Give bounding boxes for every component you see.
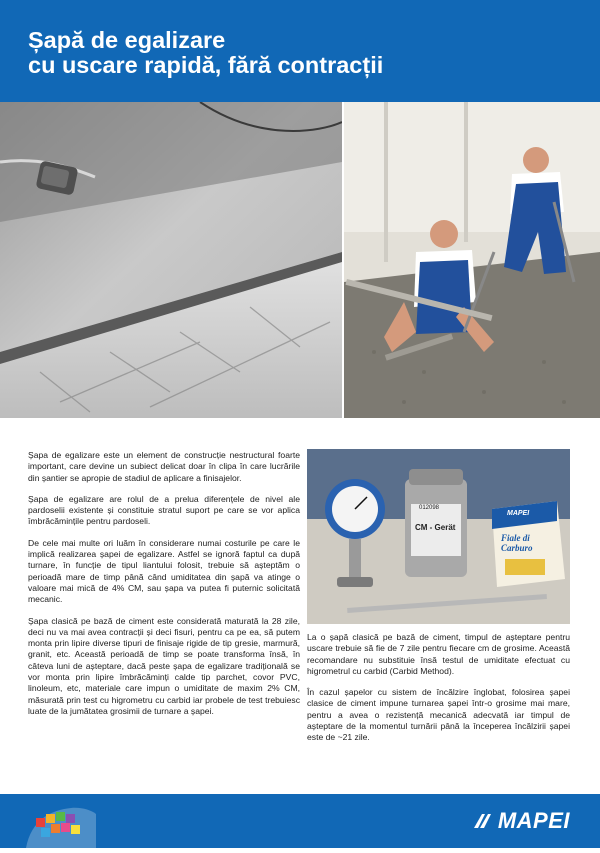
page-title: [28, 28, 383, 78]
paragraph: Șapa de egalizare are rolul de a prelua diferențele de nivel ale pardoselii existente și constituie stratul suport pe care se vor aplica îmbrăcămințile pentru pardoseli.: [28, 493, 300, 527]
paragraph: De cele mai multe ori luăm în considerare numai costurile pe care le implică realizarea șapei de egalizare. Astfel se ignoră faptul ca după turnare, în funcție de tipul liantului folosit, trebuie să așteptăm o perioadă mare de timp până când umiditatea din șapă va atinge o valoare mai mică de 4% CM, sau șapa va putea fi puternic solicitată mecanic.: [28, 537, 300, 605]
title-line-2: cu uscare rapidă, fără contracții: [28, 52, 384, 78]
mapei-logo-mark-icon: [472, 810, 494, 828]
box-title: Fiale di Carburo: [501, 533, 533, 553]
carbide-hygrometer-kit-photo: [307, 449, 570, 624]
paragraph: În cazul șapelor cu sistem de încălzire înglobat, folosirea șapei clasice de ciment impune turnarea șapei într-o grosime mai mare, pentru a avea o rezistență mecanică adecvată iar timpul de așteptare de la momentul turnării până la începerea încălzirii șapei este de ~21 zile.: [307, 687, 570, 743]
sensor-on-screed-photo: [0, 102, 342, 418]
bottle-number: 012098: [419, 505, 440, 511]
logo-text: MAPEI: [497, 808, 570, 833]
colorful-swoosh-graphic: [26, 800, 96, 848]
title-line-1: Șapă de egalizare: [28, 27, 226, 53]
workers-leveling-screed-photo: [344, 102, 600, 418]
paragraph: La o șapă clasică pe bază de ciment, timpul de așteptare pentru uscare trebuie să fie de 7 zile pentru fiecare cm de grosime. Această recomandare nu substituie însă testul de umiditate efectuat cu higrometrul cu carbid (Carbid Method).: [307, 632, 570, 676]
bottle-label: CM - Gerät: [415, 523, 456, 532]
box-brand: MAPEI: [507, 510, 530, 517]
mapei-logo: [472, 808, 570, 834]
text-column-left: [28, 450, 300, 727]
text-column-right: [307, 632, 570, 754]
paragraph: Șapa clasică pe bază de ciment este considerată maturată la 28 zile, deci nu va mai avea contracții și deci fisuri, pentru ca pe ea, să putem monta prin lipire diverse tipuri de finisaje rigide de tip gresie, marmură, granit, etc. Această perioadă de timp se poate transforma însă, în câteva luni de așteptare, dacă peste șapa de egalizare tradițională se vor monta prin lipire îmbrăcăminți calde tip parchet, covor PVC, linoleum, etc, materiale care impun o umiditate de maxim 2% CM, măsurată prin test cu higrometru cu carbid iar probele de test trebuiesc luate de la jumătatea grosimii de turnare a șapei.: [28, 615, 300, 716]
paragraph: Șapa de egalizare este un element de construcție nestructural foarte important, care devine un subiect delicat doar în clipa în care lucrările din șantier se apropie de stadiul de aplicare a finisajelor.: [28, 450, 300, 483]
